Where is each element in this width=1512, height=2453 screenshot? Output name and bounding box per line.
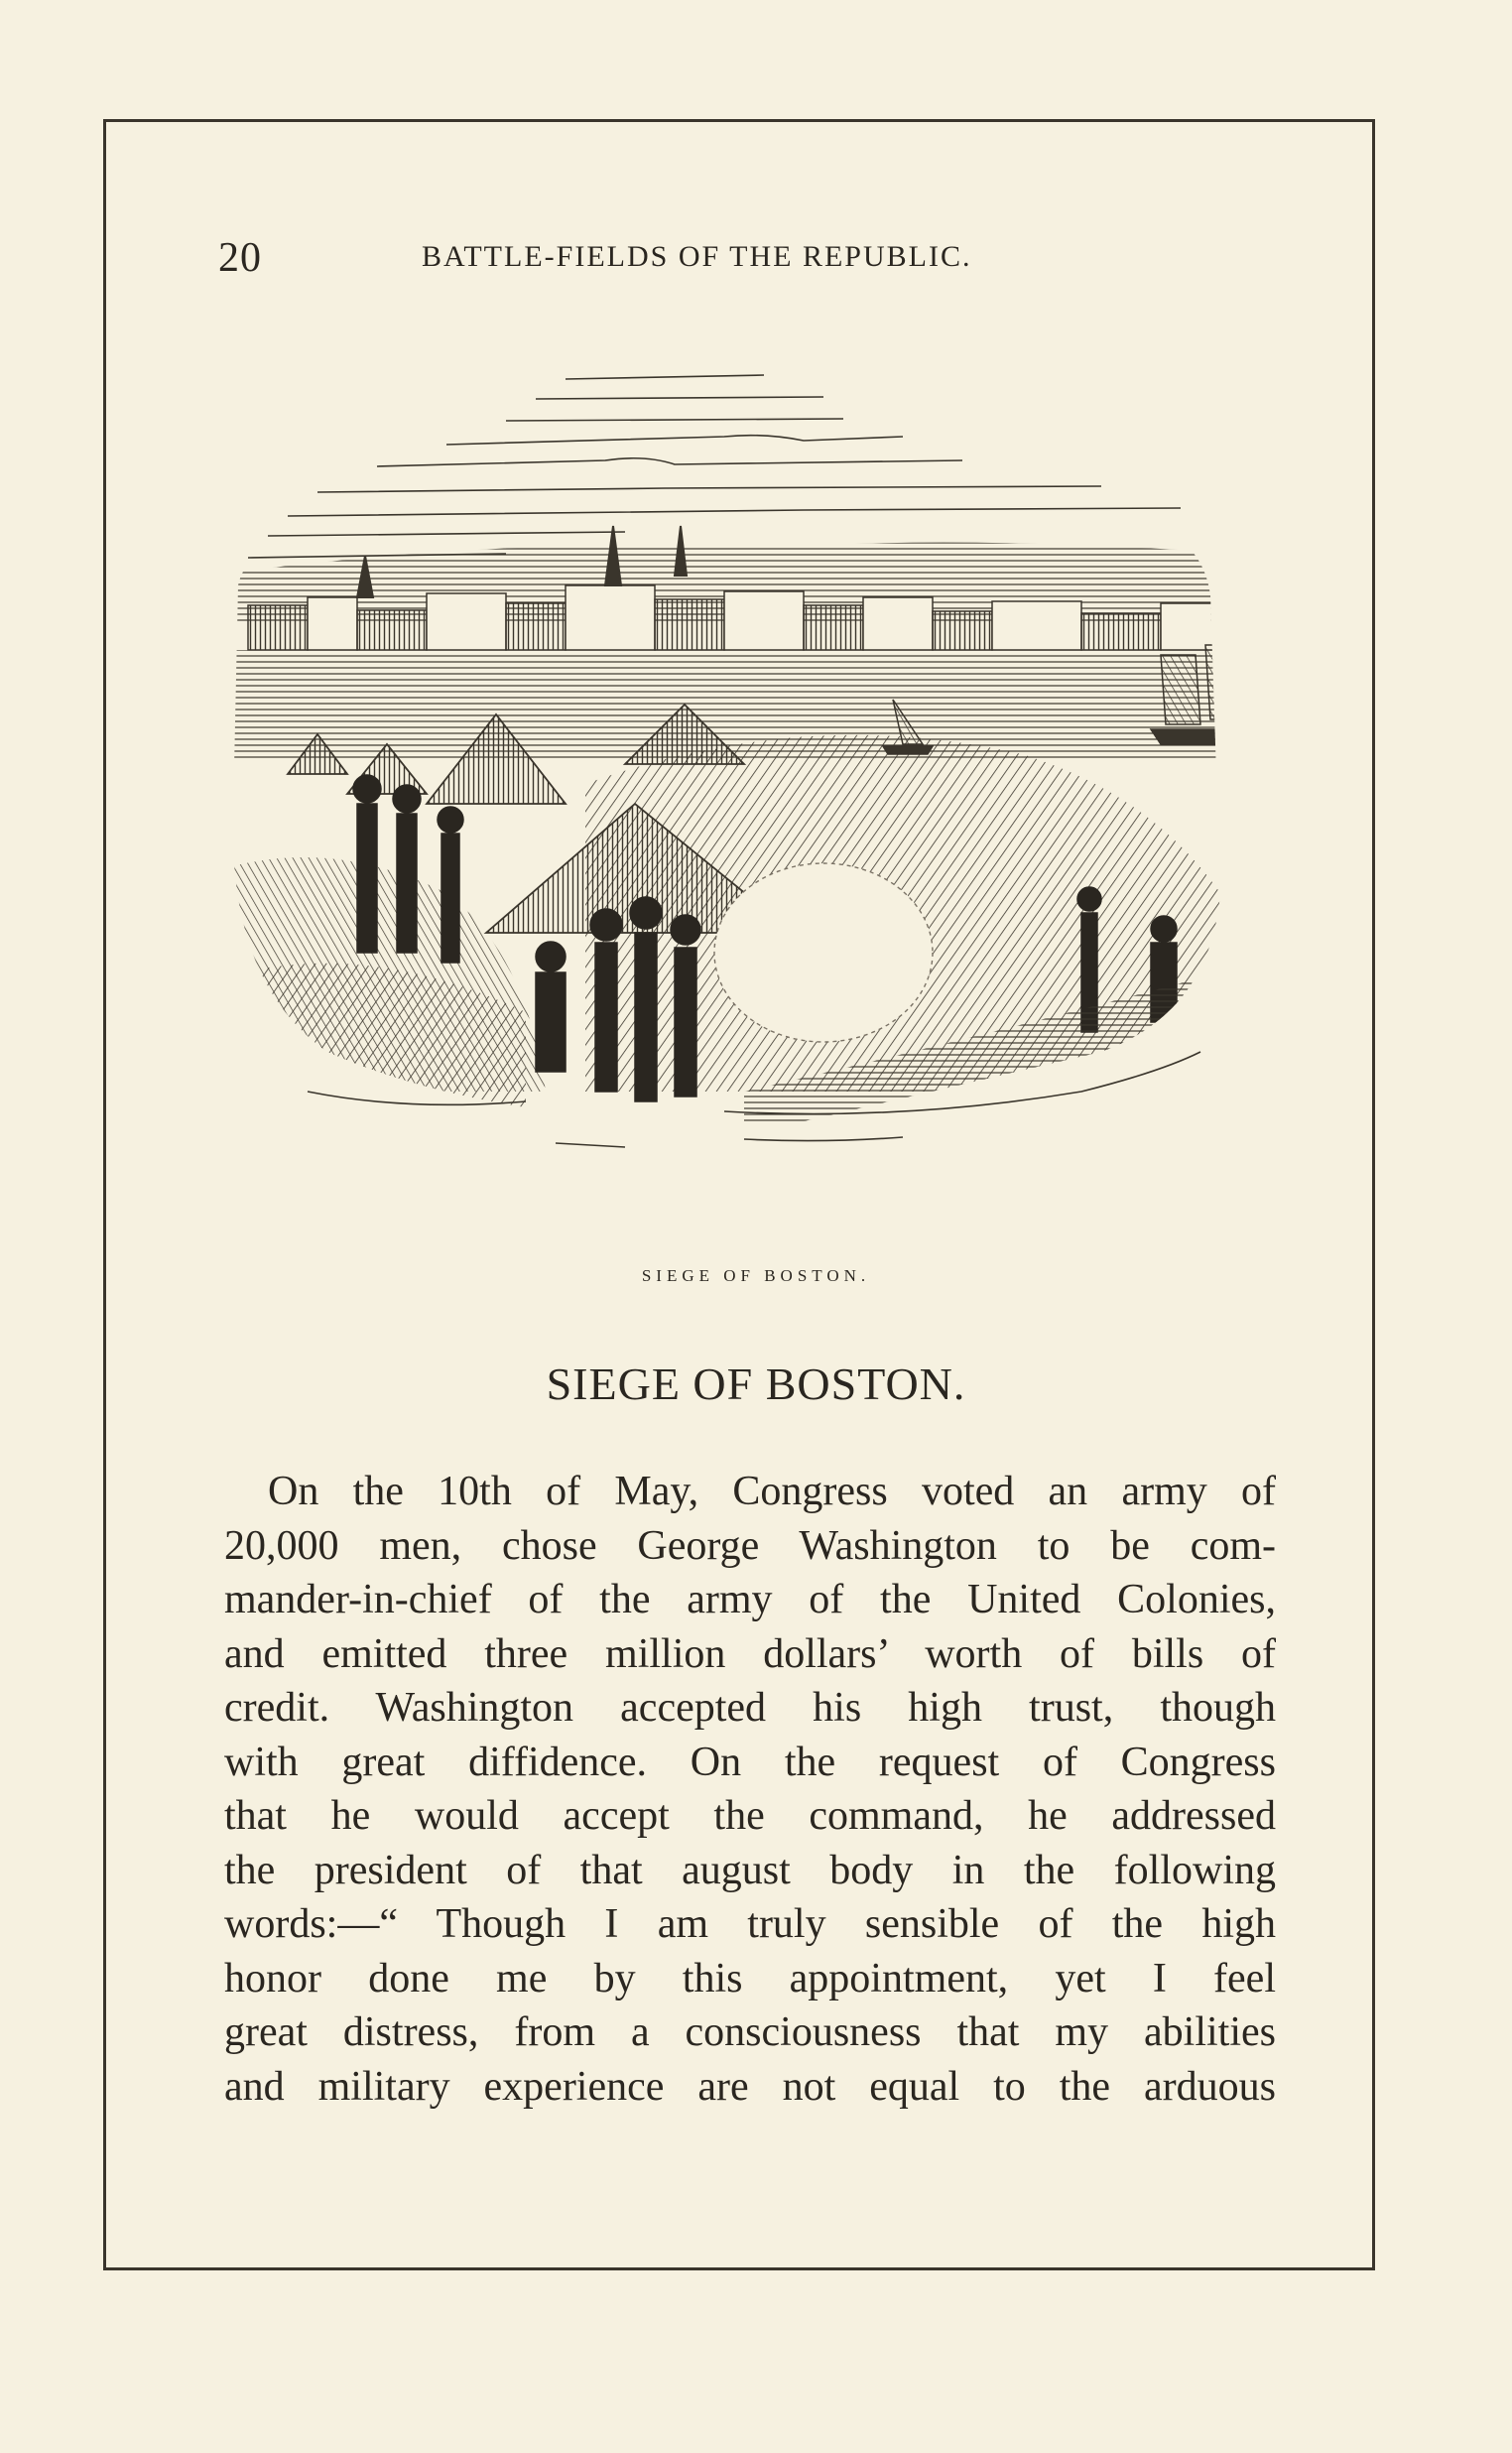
illustration-caption: SIEGE OF BOSTON.	[641, 1266, 871, 1285]
text-line: words:—“ Though I am truly sensible of the high	[224, 1901, 1276, 1947]
text-line: great distress, from a consciousness that my abilities	[224, 2009, 1276, 2055]
text-line: that he would accept the command, he addressed	[224, 1793, 1276, 1839]
text-line: On the 10th of May, Congress voted an army of	[268, 1469, 1276, 1514]
text-line: with great diffidence. On the request of Congress	[224, 1739, 1276, 1785]
text-line: and emitted three million dollars’ worth of bills of	[224, 1630, 1276, 1677]
text-line: honor done me by this appointment, yet I feel	[224, 1955, 1276, 2001]
text-line: the president of that august body in the following	[224, 1847, 1276, 1893]
text-line: credit. Washington accepted his high trust, though	[224, 1685, 1276, 1731]
text-line: and military experience are not equal to the arduous	[224, 2063, 1276, 2110]
text-line: mander-in-chief of the army of the United Colonies,	[224, 1577, 1276, 1622]
text-line: 20,000 men, chose George Washington to be com-	[224, 1522, 1276, 1569]
page-number: 20	[218, 235, 262, 281]
section-title: SIEGE OF BOSTON.	[546, 1358, 966, 1409]
siege-of-boston-engraving	[208, 337, 1270, 1230]
running-head-title: BATTLE-FIELDS OF THE REPUBLIC.	[422, 240, 972, 273]
body-text	[224, 1465, 1276, 2114]
running-head	[218, 234, 1071, 290]
